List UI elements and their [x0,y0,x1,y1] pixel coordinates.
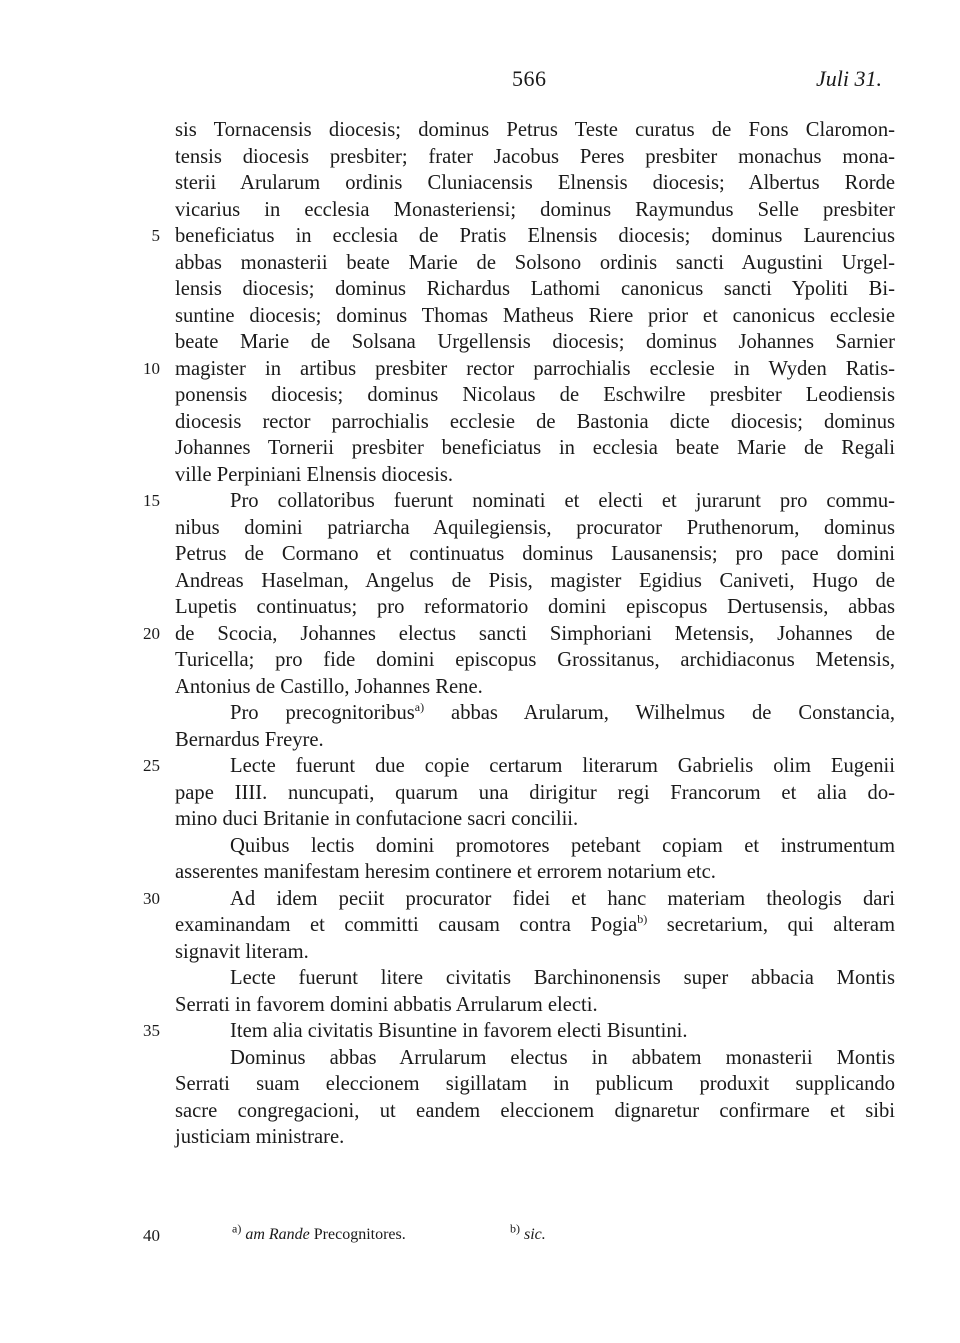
text-line-content: Quibus lectis domini promotores petebant copiam et instrumentum [230,834,895,857]
text-line [175,780,895,807]
text-line-content: examinandam et committi causam contra Pogia [175,914,638,936]
text-line [175,647,895,674]
text-line [175,594,895,621]
text-line [175,568,895,595]
text-line-content-cont: secretarium, qui alteram [647,914,895,936]
margin-line-number: 30 [143,888,160,908]
text-line-content: diocesis rector parrochialis ecclesie de Bastonia dicte diocesis; dominus [175,410,895,433]
text-line [175,435,895,462]
text-line-content: Antonius de Castillo, Johannes Rene. [175,675,483,698]
text-line [175,886,895,913]
text-line [175,488,895,515]
text-line [175,965,895,992]
margin-line-number: 5 [151,226,160,245]
text-line-content: Pro collatoribus fuerunt nominati et electi et jurarunt pro commu- [230,490,895,512]
text-line [175,409,895,436]
text-line [175,833,895,860]
footnotes [0,1221,960,1252]
text-line [175,621,895,648]
text-line [175,1018,895,1045]
text-line-content: Johannes Tornerii presbiter beneficiatus in ecclesia beate Marie de Regali [175,437,895,459]
text-line [175,303,895,330]
text-line [175,674,895,701]
text-line [175,912,895,939]
text-line-content: Lecte fuerunt litere civitatis Barchinonensis super abbacia Montis [230,967,895,989]
text-line-content: signavit literam. [175,940,309,963]
page-header [0,66,960,96]
footnote-a-text: Precognitores. [309,1226,406,1243]
text-line [175,727,895,754]
text-line [175,170,895,197]
text-line [175,541,895,568]
footnote-b-marker: b) [510,1221,520,1236]
text-line-content: suntine diocesis; dominus Thomas Matheus Riere prior et canonicus ecclesie [175,304,895,327]
margin-line-number: 10 [143,358,160,378]
text-line-content: abbas monasterii beate Marie de Solsono ordinis sancti Augustini Urgel- [175,251,895,274]
text-line-content: Serrati suam eleccionem sigillatam in publicum produxit supplicando [175,1073,895,1095]
text-line [175,859,895,886]
text-line [175,992,895,1019]
footnote-b [510,1221,546,1244]
margin-line-number: 20 [143,623,160,643]
text-line-content: Item alia civitatis Bisuntine in favorem electi Bisuntini. [230,1020,688,1042]
text-line [175,515,895,542]
text-line [175,117,895,144]
text-line-content: Turicella; pro fide domini episcopus Grossitanus, archidiaconus Metensis, [175,649,895,671]
text-line-content: vicarius in ecclesia Monasteriensi; dominus Raymundus Selle presbiter [175,198,895,221]
text-line [175,462,895,489]
text-line-content: Serrati in favorem domini abbatis Arrularum electi. [175,993,598,1016]
footnote-a [232,1221,406,1244]
text-line-content: Andreas Haselman, Angelus de Pisis, magister Egidius Caniveti, Hugo de [175,569,895,592]
text-line [175,223,895,250]
text-line-content: pape IIII. nuncupati, quarum una dirigitur regi Francorum et alia do- [175,781,895,804]
text-line-content: ponensis diocesis; dominus Nicolaus de Eschwilre presbiter Leodiensis [175,384,895,406]
text-line-content: asserentes manifestam heresim continere et errorem notarium etc. [175,861,716,883]
text-line [175,144,895,171]
text-line-content: sacre congregacioni, ut eandem eleccionem dignaretur confirmare et sibi [175,1099,895,1122]
text-line-content: beneficiatus in ecclesia de Pratis Elnensis diocesis; dominus Laurencius [175,225,895,247]
text-line-content: Lupetis continuatus; pro reformatorio domini episcopus Dertusensis, abbas [175,596,895,618]
text-line [175,276,895,303]
text-line-content: sis Tornacensis diocesis; dominus Petrus Teste curatus de Fons Claromon- [175,119,895,141]
text-line-content: sterii Arularum ordinis Cluniacensis Elnensis diocesis; Albertus Rorde [175,172,895,194]
text-line [175,1124,895,1151]
text-line-content: de Scocia, Johannes electus sancti Simphoriani Metensis, Johannes de [175,622,895,645]
main-text [175,117,895,1151]
text-line-content: beate Marie de Solsana Urgellensis diocesis; dominus Johannes Sarnier [175,331,895,353]
text-line [175,700,895,727]
text-line-content: mino duci Britanie in confutacione sacri concilii. [175,808,579,830]
footnote-reference: b) [637,912,648,927]
text-line-content: Dominus abbas Arrularum electus in abbatem monasterii Montis [230,1046,895,1069]
text-line [175,250,895,277]
text-line-content: Lecte fuerunt due copie certarum literarum Gabrielis olim Eugenii [230,755,895,777]
text-line [175,1045,895,1072]
text-line-content: Pro precognitoribus [230,702,415,724]
text-line [175,1071,895,1098]
text-line [175,753,895,780]
text-line [175,939,895,966]
margin-line-number: 25 [143,756,160,775]
text-line [175,382,895,409]
text-line-content: justiciam ministrare. [175,1126,345,1148]
text-line-content: Bernardus Freyre. [175,728,324,751]
footnote-a-italic: am Rande [245,1226,310,1243]
text-line [175,806,895,833]
footnote-reference: a) [414,700,425,715]
text-line-content: Ad idem peciit procurator fidei et hanc materiam theologis dari [230,887,895,910]
margin-line-number: 35 [143,1021,160,1040]
footnote-b-text: sic. [524,1226,546,1243]
text-line [175,356,895,383]
text-line-content: magister in artibus presbiter rector parrochialis ecclesie in Wyden Ratis- [175,357,895,380]
text-line-content: nibus domini patriarcha Aquilegiensis, procurator Pruthenorum, dominus [175,516,895,539]
footnote-line-number: 40 [143,1226,160,1245]
text-line-content: ville Perpiniani Elnensis diocesis. [175,463,453,486]
text-line-content: lensis diocesis; dominus Richardus Lathomi canonicus sancti Ypoliti Bi- [175,278,895,300]
footnote-a-marker: a) [232,1221,242,1236]
text-line [175,329,895,356]
text-line-content-cont: abbas Arularum, Wilhelmus de Constancia, [424,702,895,724]
page-number: 566 [512,66,547,91]
text-line-content: Petrus de Cormano et continuatus dominus Lausanensis; pro pace domini [175,543,895,565]
margin-line-number: 15 [143,491,160,510]
text-line [175,1098,895,1125]
running-head-date: Juli 31. [816,66,882,91]
text-line [175,197,895,224]
text-line-content: tensis diocesis presbiter; frater Jacobus Peres presbiter monachus mona- [175,145,895,168]
